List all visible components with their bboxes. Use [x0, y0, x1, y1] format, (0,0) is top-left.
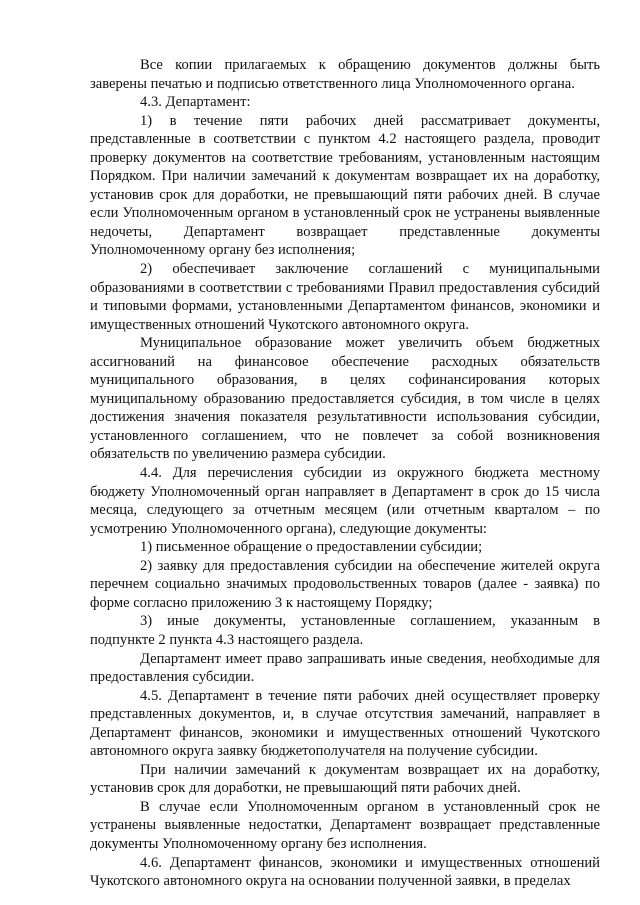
paragraph-4-4-item-1: 1) письменное обращение о предоставлении субсидии; — [140, 539, 483, 556]
paragraph-4-4-item-3: 3) иные документы, установленные соглашением, указанным в подпункте 2 пункта 4.3 настоящего раздела. — [90, 613, 600, 648]
paragraph-4-4-item-2: 2) заявку для предоставления субсидии на обеспечение жителей округа перечнем социально значимых продовольственных товаров (далее - заявка) по форме согласно приложению 3 к настоящему Порядку; — [90, 557, 600, 611]
document-page — [90, 56, 600, 891]
paragraph-4-4: 4.4. Для перечисления субсидии из окружного бюджета местному бюджету Уполномоченный орган направляет в Департамент в срок до 15 числа месяца, следующего за отчетным месяцем (или отчетным кварталом – по усмотрению Уполномоченного органа), следующие документы: — [90, 465, 600, 537]
paragraph-copies-certification: Все копии прилагаемых к обращению документов должны быть заверены печатью и подписью ответственного лица Уполномоченного органа. — [90, 57, 600, 92]
paragraph-department-right: Департамент имеет право запрашивать иные сведения, необходимые для предоставления субсидии. — [90, 650, 600, 686]
section-4-3-heading: 4.3. Департамент: — [140, 94, 251, 111]
paragraph-4-3-item-2: 2) обеспечивает заключение соглашений с муниципальными образованиями в соответствии с требованиями Правил предоставления субсидий и типовыми формами, установленными Департаментом финансов, экономики и имущественных отношений Чукотского автономного округа. — [90, 261, 600, 333]
paragraph-remarks-return: При наличии замечаний к документам возвращает их на доработку, установив срок для доработки, не превышающий пяти рабочих дней. — [90, 761, 600, 797]
paragraph-not-eliminated: В случае если Уполномоченным органом в установленный срок не устранены выявленные недостатки, Департамент возвращает представленные документы Уполномоченному органу без исполнения. — [90, 798, 600, 852]
paragraph-4-3-item-1: 1) в течение пяти рабочих дней рассматривает документы, представленные в соответствии с пунктом 4.2 настоящего раздела, проводит проверку документов на соответствие требованиям, установленным настоящим Порядком. При наличии замечаний к документам возвращает их на доработку, установив срок для доработки, не превышающий пяти рабочих дней. В случае если Уполномоченным органом в установленный срок не устранены выявленные недочеты, Департамент возвращает представленные документы Уполномоченному органу без исполнения; — [90, 112, 600, 259]
paragraph-municipal-budget: Муниципальное образование может увеличить объем бюджетных ассигнований на финансовое обеспечение расходных обязательств муниципального образования, в целях софинансирования которых муниципальному образованию предоставляется субсидия, в том числе в целях достижения значения показателя результативности использования субсидии, установленного соглашением, что не повлечет за собой возникновения обязательств по увеличению размера субсидии. — [90, 335, 600, 463]
paragraph-4-5: 4.5. Департамент в течение пяти рабочих дней осуществляет проверку представленных документов, и, в случае отсутствия замечаний, направляет в Департамент финансов, экономики и имущественных отношений Чукотского автономного округа заявку бюджетополучателя на получение субсидии. — [90, 687, 600, 760]
paragraph-4-6: 4.6. Департамент финансов, экономики и имущественных отношений Чукотского автономного округа на основании полученной заявки, в пределах — [90, 854, 600, 890]
